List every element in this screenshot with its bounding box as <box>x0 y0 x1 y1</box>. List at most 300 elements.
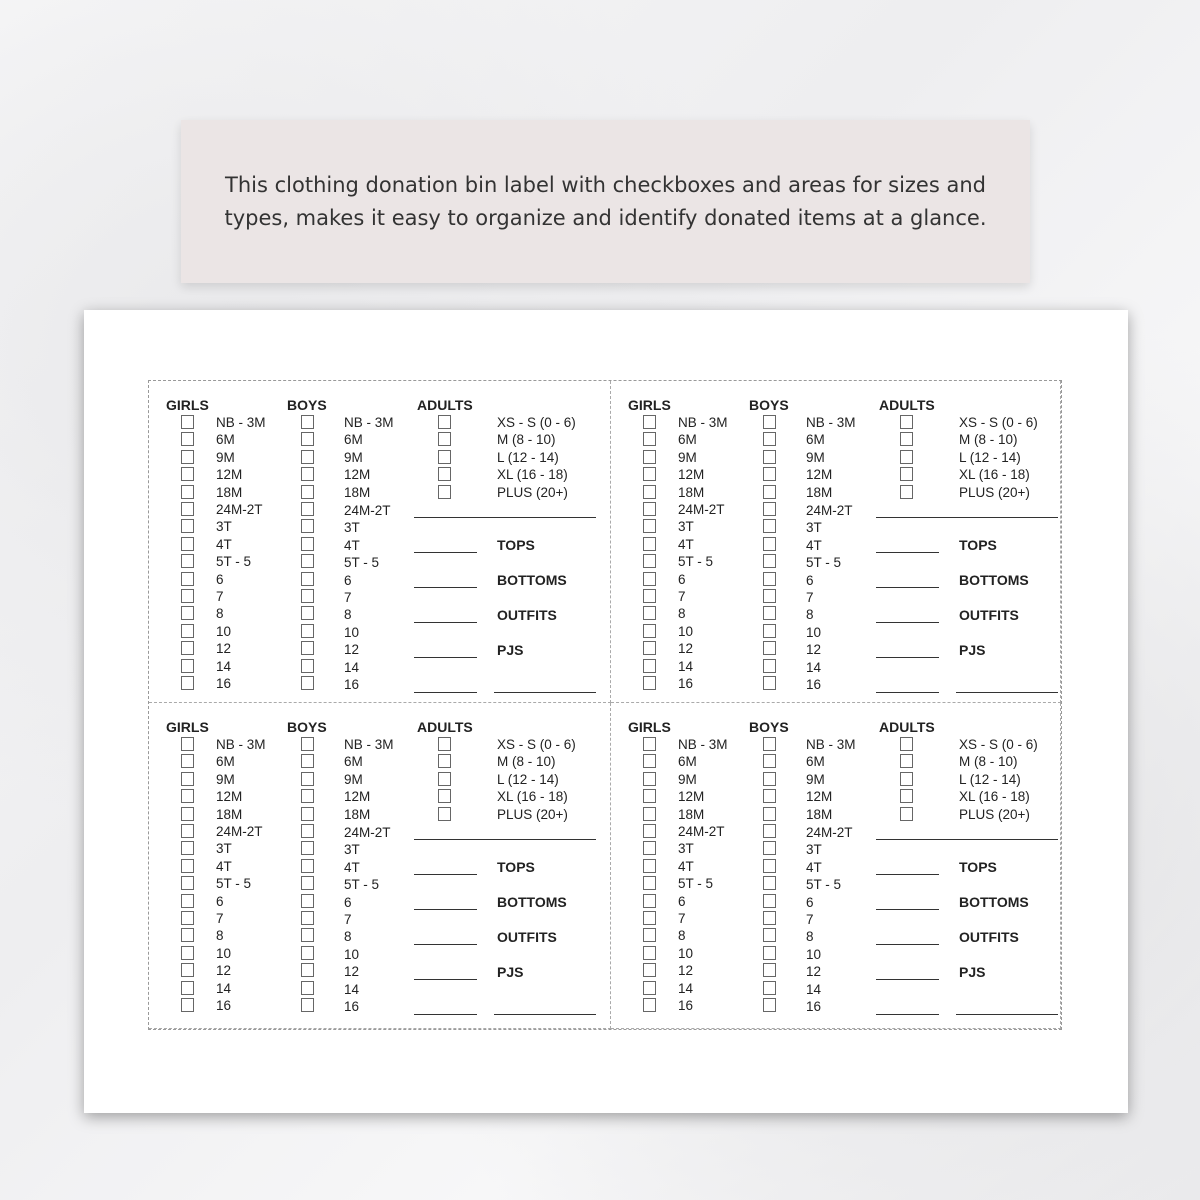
adults-header: ADULTS <box>417 719 473 735</box>
type-count-line[interactable] <box>876 657 939 658</box>
boys-size-checkbox[interactable] <box>763 876 776 890</box>
boys-size-checkbox[interactable] <box>301 502 314 516</box>
girls-size-checkbox[interactable] <box>181 519 194 533</box>
boys-size-checkbox[interactable] <box>763 894 776 908</box>
adult-size-checkbox[interactable] <box>900 485 913 499</box>
girls-size-label: 6M <box>216 754 235 770</box>
girls-size-checkbox[interactable] <box>643 624 656 638</box>
adult-size-checkbox[interactable] <box>900 807 913 821</box>
write-in-line[interactable] <box>876 517 1058 518</box>
girls-size-label: 6 <box>678 893 686 909</box>
type-label: TOPS <box>497 537 535 553</box>
adult-size-label: M (8 - 10) <box>959 754 1018 770</box>
girls-size-checkbox[interactable] <box>181 807 194 821</box>
boys-size-checkbox[interactable] <box>763 537 776 551</box>
girls-size-checkbox[interactable] <box>181 606 194 620</box>
girls-size-checkbox[interactable] <box>643 737 656 751</box>
girls-size-checkbox[interactable] <box>643 485 656 499</box>
girls-size-checkbox[interactable] <box>643 467 656 481</box>
adult-size-checkbox[interactable] <box>438 772 451 786</box>
boys-size-label: 18M <box>344 806 371 822</box>
girls-size-checkbox[interactable] <box>181 824 194 838</box>
boys-size-label: 18M <box>806 484 833 500</box>
girls-size-checkbox[interactable] <box>643 754 656 768</box>
boys-size-checkbox[interactable] <box>301 824 314 838</box>
boys-size-checkbox[interactable] <box>301 519 314 533</box>
boys-size-checkbox[interactable] <box>763 554 776 568</box>
adult-size-label: L (12 - 14) <box>959 771 1021 787</box>
boys-header: BOYS <box>749 397 789 413</box>
girls-size-label: 9M <box>216 449 235 465</box>
girls-size-label: 12 <box>216 641 232 657</box>
girls-size-checkbox[interactable] <box>643 641 656 655</box>
type-count-line[interactable] <box>414 622 477 623</box>
type-count-line[interactable] <box>414 587 477 588</box>
girls-size-checkbox[interactable] <box>643 894 656 908</box>
girls-size-label: 6M <box>216 432 235 448</box>
boys-size-label: 9M <box>344 449 363 465</box>
girls-size-checkbox[interactable] <box>643 572 656 586</box>
adult-size-checkbox[interactable] <box>900 754 913 768</box>
girls-size-label: 18M <box>216 806 243 822</box>
boys-size-label: 7 <box>806 912 814 927</box>
girls-size-checkbox[interactable] <box>181 659 194 673</box>
boys-size-label: 12M <box>344 467 371 483</box>
type-label: BOTTOMS <box>497 572 567 588</box>
boys-size-checkbox[interactable] <box>763 963 776 977</box>
adult-size-label: L (12 - 14) <box>497 449 559 465</box>
type-label: BOTTOMS <box>497 894 567 910</box>
girls-size-label: 9M <box>678 771 697 787</box>
girls-size-checkbox[interactable] <box>181 998 194 1012</box>
girls-size-label: 5T - 5 <box>216 554 252 570</box>
type-count-line[interactable] <box>414 657 477 658</box>
boys-size-checkbox[interactable] <box>763 946 776 960</box>
boys-size-label: 5T - 5 <box>344 877 380 893</box>
adult-size-checkbox[interactable] <box>438 450 451 464</box>
boys-size-checkbox[interactable] <box>301 981 314 995</box>
boys-size-label: 10 <box>806 946 822 962</box>
boys-size-checkbox[interactable] <box>301 859 314 873</box>
boys-size-checkbox[interactable] <box>763 737 776 751</box>
boys-size-label: 24M-2T <box>344 503 391 518</box>
boys-size-label: 4T <box>344 859 360 875</box>
girls-size-checkbox[interactable] <box>181 432 194 446</box>
girls-size-checkbox[interactable] <box>643 537 656 551</box>
girls-size-label: 10 <box>216 945 232 961</box>
boys-size-label: 6M <box>344 432 363 448</box>
boys-size-checkbox[interactable] <box>301 876 314 890</box>
girls-size-label: 10 <box>216 623 232 639</box>
boys-size-label: 3T <box>344 520 360 536</box>
type-count-line[interactable] <box>414 692 477 693</box>
type-count-line[interactable] <box>414 944 477 945</box>
girls-header: GIRLS <box>628 397 671 413</box>
boys-size-checkbox[interactable] <box>301 659 314 673</box>
type-count-line[interactable] <box>876 552 939 553</box>
adult-size-checkbox[interactable] <box>900 789 913 803</box>
boys-size-label: 6M <box>344 754 363 770</box>
adult-size-checkbox[interactable] <box>900 467 913 481</box>
boys-size-checkbox[interactable] <box>763 485 776 499</box>
boys-size-checkbox[interactable] <box>763 624 776 638</box>
adult-size-checkbox[interactable] <box>900 450 913 464</box>
girls-size-label: 12M <box>216 789 243 805</box>
girls-size-checkbox[interactable] <box>181 876 194 890</box>
type-count-line[interactable] <box>414 909 477 910</box>
write-in-line[interactable] <box>414 517 596 518</box>
boys-size-checkbox[interactable] <box>763 772 776 786</box>
girls-size-label: 18M <box>678 806 705 822</box>
boys-size-label: 9M <box>344 771 363 787</box>
type-count-line[interactable] <box>876 944 939 945</box>
girls-size-checkbox[interactable] <box>181 485 194 499</box>
boys-size-checkbox[interactable] <box>763 824 776 838</box>
girls-size-checkbox[interactable] <box>643 824 656 838</box>
boys-size-checkbox[interactable] <box>301 537 314 551</box>
type-label: BOTTOMS <box>959 572 1029 588</box>
girls-size-label: 10 <box>678 623 694 639</box>
boys-size-label: 12 <box>806 642 822 658</box>
girls-size-checkbox[interactable] <box>643 807 656 821</box>
girls-size-checkbox[interactable] <box>181 537 194 551</box>
boys-size-label: 10 <box>344 946 360 962</box>
type-count-line[interactable] <box>876 622 939 623</box>
boys-size-label: 16 <box>806 999 822 1014</box>
girls-size-checkbox[interactable] <box>181 754 194 768</box>
adults-header: ADULTS <box>417 397 473 413</box>
boys-size-label: 8 <box>806 929 814 945</box>
girls-size-label: 6M <box>678 754 697 770</box>
girls-size-checkbox[interactable] <box>643 963 656 977</box>
girls-size-label: 18M <box>216 484 243 500</box>
girls-size-label: 24M-2T <box>216 502 263 517</box>
boys-header: BOYS <box>287 397 327 413</box>
girls-size-checkbox[interactable] <box>181 676 194 690</box>
boys-size-checkbox[interactable] <box>301 911 314 925</box>
boys-size-checkbox[interactable] <box>763 519 776 533</box>
girls-size-checkbox[interactable] <box>643 415 656 429</box>
girls-size-checkbox[interactable] <box>181 789 194 803</box>
girls-size-checkbox[interactable] <box>181 450 194 464</box>
boys-size-checkbox[interactable] <box>763 998 776 1012</box>
boys-size-checkbox[interactable] <box>301 737 314 751</box>
write-in-type-line[interactable] <box>956 1014 1058 1015</box>
boys-size-checkbox[interactable] <box>301 554 314 568</box>
adult-size-checkbox[interactable] <box>438 415 451 429</box>
girls-size-checkbox[interactable] <box>643 589 656 603</box>
donation-label <box>149 381 611 703</box>
girls-size-checkbox[interactable] <box>181 894 194 908</box>
adult-size-label: PLUS (20+) <box>959 484 1030 500</box>
girls-size-label: 4T <box>216 858 232 874</box>
girls-size-label: 3T <box>678 841 694 857</box>
girls-size-checkbox[interactable] <box>643 554 656 568</box>
adult-size-label: XL (16 - 18) <box>959 467 1030 483</box>
boys-size-label: 3T <box>806 842 822 858</box>
type-label: OUTFITS <box>959 607 1019 623</box>
girls-size-checkbox[interactable] <box>181 502 194 516</box>
boys-size-checkbox[interactable] <box>763 928 776 942</box>
boys-size-checkbox[interactable] <box>763 572 776 586</box>
girls-size-label: 7 <box>216 911 224 926</box>
girls-size-label: 10 <box>678 945 694 961</box>
type-count-line[interactable] <box>876 692 939 693</box>
adult-size-checkbox[interactable] <box>900 415 913 429</box>
girls-size-checkbox[interactable] <box>643 928 656 942</box>
girls-size-checkbox[interactable] <box>181 589 194 603</box>
boys-size-label: 6M <box>806 754 825 770</box>
type-count-line[interactable] <box>414 1014 477 1015</box>
girls-size-label: 3T <box>678 519 694 535</box>
girls-size-checkbox[interactable] <box>181 737 194 751</box>
boys-size-checkbox[interactable] <box>301 928 314 942</box>
boys-size-checkbox[interactable] <box>301 772 314 786</box>
girls-size-checkbox[interactable] <box>643 946 656 960</box>
adult-size-checkbox[interactable] <box>438 485 451 499</box>
boys-size-checkbox[interactable] <box>763 415 776 429</box>
type-label: OUTFITS <box>497 929 557 945</box>
boys-size-label: 5T - 5 <box>806 555 842 571</box>
girls-size-label: NB - 3M <box>678 415 728 430</box>
boys-size-checkbox[interactable] <box>763 859 776 873</box>
type-count-line[interactable] <box>876 1014 939 1015</box>
girls-size-label: 16 <box>216 676 232 691</box>
girls-size-label: 14 <box>678 980 694 996</box>
girls-size-label: 24M-2T <box>678 502 725 517</box>
boys-size-checkbox[interactable] <box>301 432 314 446</box>
girls-size-checkbox[interactable] <box>643 789 656 803</box>
girls-size-checkbox[interactable] <box>181 981 194 995</box>
adult-size-label: XS - S (0 - 6) <box>497 415 576 430</box>
boys-size-checkbox[interactable] <box>763 606 776 620</box>
boys-size-label: 6 <box>344 572 352 588</box>
boys-size-label: 12M <box>344 789 371 805</box>
adult-size-label: XL (16 - 18) <box>497 467 568 483</box>
boys-size-checkbox[interactable] <box>301 998 314 1012</box>
girls-size-checkbox[interactable] <box>643 432 656 446</box>
boys-size-checkbox[interactable] <box>763 450 776 464</box>
boys-size-label: 24M-2T <box>806 503 853 518</box>
girls-size-checkbox[interactable] <box>643 519 656 533</box>
girls-header: GIRLS <box>166 397 209 413</box>
boys-size-label: 14 <box>344 981 360 997</box>
boys-size-label: 12M <box>806 467 833 483</box>
boys-size-label: 10 <box>344 624 360 640</box>
boys-size-label: 7 <box>344 912 352 927</box>
boys-size-label: 24M-2T <box>344 825 391 840</box>
boys-size-checkbox[interactable] <box>301 963 314 977</box>
write-in-line[interactable] <box>876 839 1058 840</box>
girls-size-checkbox[interactable] <box>181 859 194 873</box>
girls-size-checkbox[interactable] <box>181 928 194 942</box>
boys-size-checkbox[interactable] <box>301 415 314 429</box>
boys-size-checkbox[interactable] <box>301 807 314 821</box>
adult-size-checkbox[interactable] <box>438 754 451 768</box>
girls-size-checkbox[interactable] <box>643 502 656 516</box>
boys-size-checkbox[interactable] <box>301 450 314 464</box>
girls-size-checkbox[interactable] <box>181 911 194 925</box>
write-in-type-line[interactable] <box>494 692 596 693</box>
adult-size-label: PLUS (20+) <box>497 806 568 822</box>
adult-size-checkbox[interactable] <box>438 467 451 481</box>
type-label: TOPS <box>959 859 997 875</box>
boys-size-checkbox[interactable] <box>763 911 776 925</box>
adult-size-checkbox[interactable] <box>438 432 451 446</box>
girls-size-checkbox[interactable] <box>181 841 194 855</box>
girls-size-checkbox[interactable] <box>643 981 656 995</box>
adult-size-checkbox[interactable] <box>900 772 913 786</box>
type-count-line[interactable] <box>876 979 939 980</box>
adult-size-checkbox[interactable] <box>438 789 451 803</box>
adults-header: ADULTS <box>879 397 935 413</box>
type-count-line[interactable] <box>414 874 477 875</box>
type-count-line[interactable] <box>876 909 939 910</box>
girls-size-label: 6 <box>216 893 224 909</box>
adult-size-checkbox[interactable] <box>900 432 913 446</box>
boys-size-label: 4T <box>344 537 360 553</box>
adult-size-checkbox[interactable] <box>438 737 451 751</box>
girls-size-checkbox[interactable] <box>643 676 656 690</box>
boys-size-checkbox[interactable] <box>763 981 776 995</box>
girls-size-label: 7 <box>678 589 686 604</box>
girls-size-label: 9M <box>216 771 235 787</box>
boys-size-checkbox[interactable] <box>301 754 314 768</box>
printable-sheet <box>84 310 1128 1113</box>
boys-header: BOYS <box>287 719 327 735</box>
boys-size-checkbox[interactable] <box>763 589 776 603</box>
girls-size-checkbox[interactable] <box>643 998 656 1012</box>
boys-size-label: 16 <box>344 677 360 692</box>
type-count-line[interactable] <box>414 979 477 980</box>
girls-size-label: 14 <box>216 980 232 996</box>
girls-size-checkbox[interactable] <box>181 963 194 977</box>
adult-size-checkbox[interactable] <box>438 807 451 821</box>
girls-size-label: 6 <box>216 571 224 587</box>
boys-size-checkbox[interactable] <box>301 606 314 620</box>
boys-size-checkbox[interactable] <box>301 641 314 655</box>
type-count-line[interactable] <box>414 552 477 553</box>
type-label: OUTFITS <box>959 929 1019 945</box>
boys-size-checkbox[interactable] <box>763 676 776 690</box>
adult-size-label: PLUS (20+) <box>959 806 1030 822</box>
boys-size-label: 8 <box>806 607 814 623</box>
label-grid <box>148 380 1062 1030</box>
boys-size-checkbox[interactable] <box>763 754 776 768</box>
boys-size-label: 14 <box>806 659 822 675</box>
boys-size-checkbox[interactable] <box>301 485 314 499</box>
girls-size-label: 6 <box>678 571 686 587</box>
girls-size-checkbox[interactable] <box>643 841 656 855</box>
boys-size-checkbox[interactable] <box>763 659 776 673</box>
girls-size-label: 12 <box>678 641 694 657</box>
girls-size-checkbox[interactable] <box>643 659 656 673</box>
write-in-line[interactable] <box>414 839 596 840</box>
boys-size-label: 3T <box>806 520 822 536</box>
boys-size-checkbox[interactable] <box>301 946 314 960</box>
type-label: TOPS <box>497 859 535 875</box>
adult-size-label: XL (16 - 18) <box>959 789 1030 805</box>
girls-size-checkbox[interactable] <box>181 415 194 429</box>
type-count-line[interactable] <box>876 874 939 875</box>
boys-size-label: 7 <box>806 590 814 605</box>
girls-size-label: 3T <box>216 841 232 857</box>
girls-size-checkbox[interactable] <box>643 606 656 620</box>
boys-size-label: 18M <box>344 484 371 500</box>
type-label: TOPS <box>959 537 997 553</box>
girls-size-checkbox[interactable] <box>643 772 656 786</box>
boys-size-label: 5T - 5 <box>806 877 842 893</box>
girls-size-label: 12 <box>678 963 694 979</box>
boys-size-checkbox[interactable] <box>301 789 314 803</box>
boys-size-checkbox[interactable] <box>763 789 776 803</box>
boys-size-label: 6 <box>344 894 352 910</box>
boys-size-checkbox[interactable] <box>301 589 314 603</box>
girls-size-label: 7 <box>678 911 686 926</box>
girls-header: GIRLS <box>628 719 671 735</box>
boys-size-checkbox[interactable] <box>301 676 314 690</box>
girls-size-label: NB - 3M <box>216 737 266 752</box>
girls-size-checkbox[interactable] <box>643 859 656 873</box>
boys-size-checkbox[interactable] <box>301 841 314 855</box>
girls-size-checkbox[interactable] <box>181 772 194 786</box>
girls-size-checkbox[interactable] <box>181 572 194 586</box>
boys-size-label: 24M-2T <box>806 825 853 840</box>
write-in-type-line[interactable] <box>956 692 1058 693</box>
girls-size-checkbox[interactable] <box>181 946 194 960</box>
girls-size-checkbox[interactable] <box>181 624 194 638</box>
boys-size-label: 14 <box>806 981 822 997</box>
girls-size-label: 16 <box>678 998 694 1013</box>
type-label: PJS <box>959 964 986 980</box>
adult-size-checkbox[interactable] <box>900 737 913 751</box>
girls-size-checkbox[interactable] <box>181 641 194 655</box>
girls-size-label: 16 <box>216 998 232 1013</box>
boys-size-label: 9M <box>806 771 825 787</box>
boys-size-checkbox[interactable] <box>763 807 776 821</box>
girls-size-label: 4T <box>216 536 232 552</box>
girls-size-label: NB - 3M <box>678 737 728 752</box>
boys-size-label: 12 <box>344 964 360 980</box>
boys-size-checkbox[interactable] <box>763 641 776 655</box>
girls-size-label: 12 <box>216 963 232 979</box>
boys-size-checkbox[interactable] <box>763 432 776 446</box>
girls-size-checkbox[interactable] <box>643 450 656 464</box>
boys-size-checkbox[interactable] <box>763 502 776 516</box>
type-count-line[interactable] <box>876 587 939 588</box>
write-in-type-line[interactable] <box>494 1014 596 1015</box>
boys-size-label: NB - 3M <box>806 415 856 430</box>
girls-size-label: 18M <box>678 484 705 500</box>
girls-size-checkbox[interactable] <box>181 554 194 568</box>
boys-size-checkbox[interactable] <box>763 467 776 481</box>
type-label: PJS <box>497 642 524 658</box>
boys-size-checkbox[interactable] <box>301 894 314 908</box>
boys-size-checkbox[interactable] <box>301 624 314 638</box>
boys-size-checkbox[interactable] <box>763 841 776 855</box>
boys-size-label: 18M <box>806 806 833 822</box>
girls-size-checkbox[interactable] <box>643 911 656 925</box>
girls-size-label: 7 <box>216 589 224 604</box>
boys-size-checkbox[interactable] <box>301 467 314 481</box>
girls-size-checkbox[interactable] <box>181 467 194 481</box>
donation-label <box>611 381 1061 703</box>
boys-size-checkbox[interactable] <box>301 572 314 586</box>
girls-size-label: 8 <box>216 606 224 622</box>
girls-size-checkbox[interactable] <box>643 876 656 890</box>
type-label: OUTFITS <box>497 607 557 623</box>
girls-size-label: 12M <box>678 789 705 805</box>
